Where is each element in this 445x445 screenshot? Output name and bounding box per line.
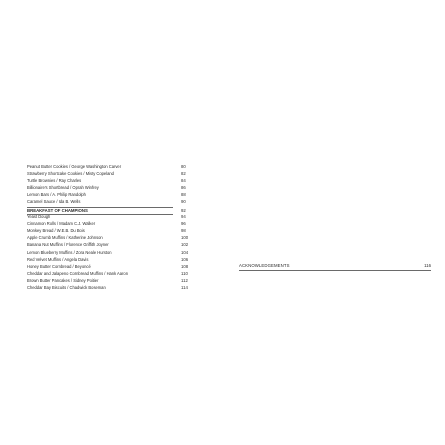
toc-entry	[27, 251, 197, 256]
toc-entry	[27, 272, 197, 277]
toc-entry	[27, 179, 197, 184]
toc-entry	[27, 243, 197, 248]
entry-page: 112	[181, 277, 188, 283]
entry-page: 110	[181, 270, 188, 276]
acknowledgements-page: 116	[424, 263, 431, 268]
left-page	[0, 0, 205, 445]
section-page: 92	[181, 208, 186, 214]
section-rule-top	[27, 207, 173, 208]
entry-title: Cinnamon Rolls / Madam C.J. Walker	[27, 221, 96, 227]
entry-page: 94	[181, 214, 186, 220]
acknowledgements-label: ACKNOWLEDGEMENTS	[239, 263, 290, 268]
toc-entry	[27, 165, 197, 170]
entry-title: Banana Nut Muffins / Florence Griffith Joyner	[27, 242, 109, 248]
toc-entry	[27, 172, 197, 177]
section-title: BREAKFAST OF CHAMPIONS	[27, 208, 88, 214]
toc-entry	[27, 279, 197, 284]
entry-title: Lemon Bars / A. Philip Randolph	[27, 192, 86, 198]
entry-title: Lemon Blueberry Muffins / Zora Neale Hurston	[27, 249, 112, 255]
entry-page: 106	[181, 256, 189, 262]
entry-page: 102	[181, 242, 189, 248]
entry-title: Cheddar Bay Biscuits / Chadwick Boseman	[27, 285, 106, 290]
entry-page: 84	[181, 178, 186, 184]
entry-title: Honey Butter Cornbread / Beyoncé	[27, 263, 91, 269]
entry-page: 98	[181, 228, 186, 234]
entry-page: 80	[181, 164, 186, 169]
entry-title: Peanut Butter Cookies / George Washington Carver	[27, 164, 122, 169]
entry-title: Cheddar and Jalapeno Cornbread Muffins / Hank Aaron	[27, 270, 128, 276]
entry-title: Apple Crumb Muffins / Katherine Johnson	[27, 235, 103, 241]
entry-page: 104	[181, 249, 189, 255]
entry-page: 108	[181, 263, 189, 269]
toc-entry	[27, 186, 197, 191]
toc-entry	[27, 193, 197, 198]
toc-entry	[27, 229, 197, 234]
entry-title: Monkey Bread / W.E.B. Du Bois	[27, 228, 85, 234]
entry-page: 114	[181, 285, 188, 290]
toc-entry	[27, 265, 197, 270]
entry-page: 96	[181, 221, 186, 227]
right-page	[218, 0, 445, 445]
entry-page: 90	[181, 199, 186, 205]
entry-title: Billionaire's Shortbread / Oprah Winfrey	[27, 185, 99, 191]
entry-title: Turtle Brownies / Ray Charles	[27, 178, 82, 184]
entry-title: Strawberry Shortcake Cookies / Misty Copeland	[27, 171, 114, 177]
acknowledgements-rule	[239, 270, 431, 271]
toc-entry	[27, 236, 197, 241]
section-rule-bottom	[27, 214, 173, 215]
toc-entry	[27, 258, 197, 263]
entry-title: Red Velvet Muffins / Angela Davis	[27, 256, 89, 262]
entry-title: Caramel Sauce / Ida B. Wells	[27, 199, 81, 205]
table-of-contents	[27, 165, 197, 293]
toc-entry	[27, 215, 197, 220]
entry-page: 100	[181, 235, 189, 241]
toc-entry	[27, 222, 197, 227]
entry-title: Brown Butter Pancakes / Sidney Poitier	[27, 277, 99, 283]
entry-page: 86	[181, 185, 186, 191]
toc-entry	[27, 200, 197, 205]
section-heading	[27, 208, 197, 213]
toc-entry	[27, 286, 197, 291]
entry-page: 82	[181, 171, 186, 177]
entry-title: Yeast Dough	[27, 214, 51, 220]
entry-page: 88	[181, 192, 186, 198]
